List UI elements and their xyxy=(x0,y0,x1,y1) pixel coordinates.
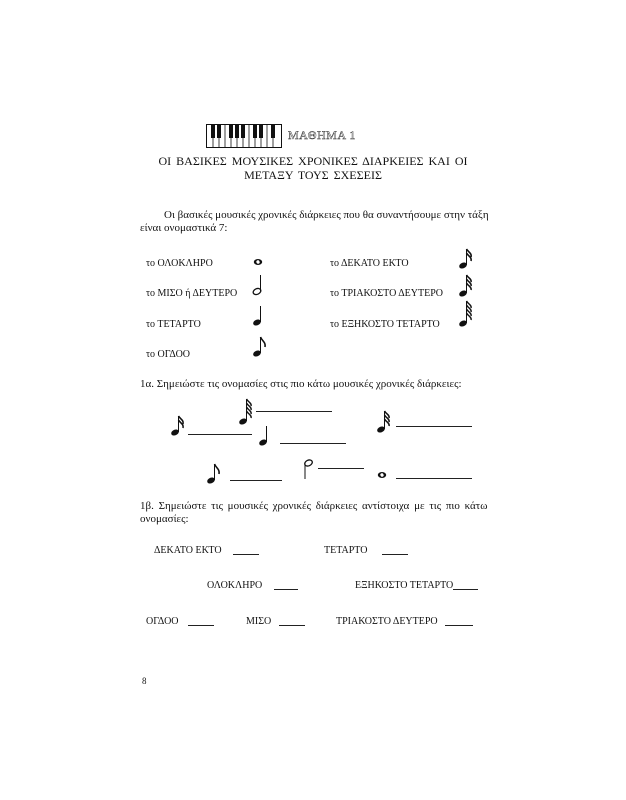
quarter-note-icon xyxy=(252,305,264,327)
thirty-second-note-icon xyxy=(458,274,474,298)
exercise-1a-eighth-note-icon xyxy=(206,463,222,485)
piano-keyboard-icon xyxy=(206,124,282,148)
exercise-1a-answer-blank[interactable] xyxy=(188,434,252,435)
duration-label-sixteenth: το ΔΕΚΑΤΟ ΕΚΤΟ xyxy=(330,258,409,269)
duration-label-sixty-fourth: το ΕΞΗΚΟΣΤΟ ΤΕΤΑΡΤΟ xyxy=(330,319,440,330)
lesson-label: ΜΑΘΗΜΑ 1 xyxy=(288,128,356,142)
exercise-1a-answer-blank[interactable] xyxy=(318,468,364,469)
duration-label-whole: το ΟΛΟΚΛΗΡΟ xyxy=(146,258,213,269)
exercise-1a-answer-blank[interactable] xyxy=(280,443,346,444)
exercise-1a-thirty-second-note-icon xyxy=(376,410,392,434)
exercise-1a-whole-note-icon xyxy=(377,471,387,479)
exercise-1a-answer-blank[interactable] xyxy=(230,480,282,481)
page-number: 8 xyxy=(142,676,147,686)
exercise-1a-half-note-icon xyxy=(302,460,314,482)
exercise-1a-quarter-note-icon xyxy=(258,425,270,447)
exercise-1a-answer-blank[interactable] xyxy=(396,426,472,427)
exercise-1a-answer-blank[interactable] xyxy=(256,411,332,412)
exercise-1b-answer-blank[interactable] xyxy=(274,589,298,590)
duration-label-half: το ΜΙΣΟ ή ΔΕΥΤΕΡΟ xyxy=(146,288,238,299)
exercise-1b-item-half: ΜΙΣΟ xyxy=(246,616,272,627)
duration-label-quarter: το ΤΕΤΑΡΤΟ xyxy=(146,319,201,330)
exercise-1b-item-sixteenth: ΔΕΚΑΤΟ ΕΚΤΟ xyxy=(154,545,222,556)
exercise-1b-answer-blank[interactable] xyxy=(188,625,214,626)
exercise-1b-item-sixty-fourth: ΕΞΗΚΟΣΤΟ ΤΕΤΑΡΤΟ xyxy=(355,580,454,591)
exercise-1b-item-eighth: ΟΓΔΟΟ xyxy=(146,616,179,627)
page-title-line-2: ΜΕΤΑΞΥ ΤΟΥΣ ΣΧΕΣΕΙΣ xyxy=(244,168,382,182)
exercise-1b-answer-blank[interactable] xyxy=(445,625,473,626)
exercise-1b-answer-blank[interactable] xyxy=(233,554,259,555)
intro-line-2: είναι ονομαστικά 7: xyxy=(140,222,228,234)
exercise-1a-sixteenth-note-icon xyxy=(170,415,186,437)
exercise-1b-prompt-line-1: 1β. Σημειώστε τις μουσικές χρονικές διάρκειες αντίστοιχα με τις πιο κάτω xyxy=(140,500,488,512)
half-note-icon xyxy=(252,274,264,296)
exercise-1b-prompt-line-2: ονομασίες: xyxy=(140,513,189,525)
exercise-1b-answer-blank[interactable] xyxy=(382,554,408,555)
whole-note-icon xyxy=(253,258,263,266)
exercise-1a-answer-blank[interactable] xyxy=(396,478,472,479)
duration-label-thirty-second: το ΤΡΙΑΚΟΣΤΟ ΔΕΥΤΕΡΟ xyxy=(330,288,443,299)
duration-label-eighth: το ΟΓΔΟΟ xyxy=(146,349,191,360)
intro-line-1: Οι βασικές μουσικές χρονικές διάρκειες που θα συναντήσουμε στην τάξη xyxy=(164,209,489,221)
eighth-note-icon xyxy=(252,336,268,358)
page-title-line-1: ΟΙ ΒΑΣΙΚΕΣ ΜΟΥΣΙΚΕΣ ΧΡΟΝΙΚΕΣ ΔΙΑΡΚΕΙΕΣ ΚΑΙ ΟΙ xyxy=(158,154,468,168)
exercise-1b-answer-blank[interactable] xyxy=(453,589,478,590)
exercise-1b-answer-blank[interactable] xyxy=(279,625,305,626)
exercise-1a-prompt: 1α. Σημειώστε τις ονομασίες στις πιο κάτω μουσικές χρονικές διάρκειες: xyxy=(140,378,462,390)
exercise-1a-sixty-fourth-note-icon xyxy=(238,398,254,426)
exercise-1b-item-whole: ΟΛΟΚΛΗΡΟ xyxy=(207,580,263,591)
sixty-fourth-note-icon xyxy=(458,300,474,328)
sixteenth-note-icon xyxy=(458,248,474,270)
exercise-1b-item-thirty-second: ΤΡΙΑΚΟΣΤΟ ΔΕΥΤΕΡΟ xyxy=(336,616,438,627)
exercise-1b-item-quarter: ΤΕΤΑΡΤΟ xyxy=(324,545,368,556)
